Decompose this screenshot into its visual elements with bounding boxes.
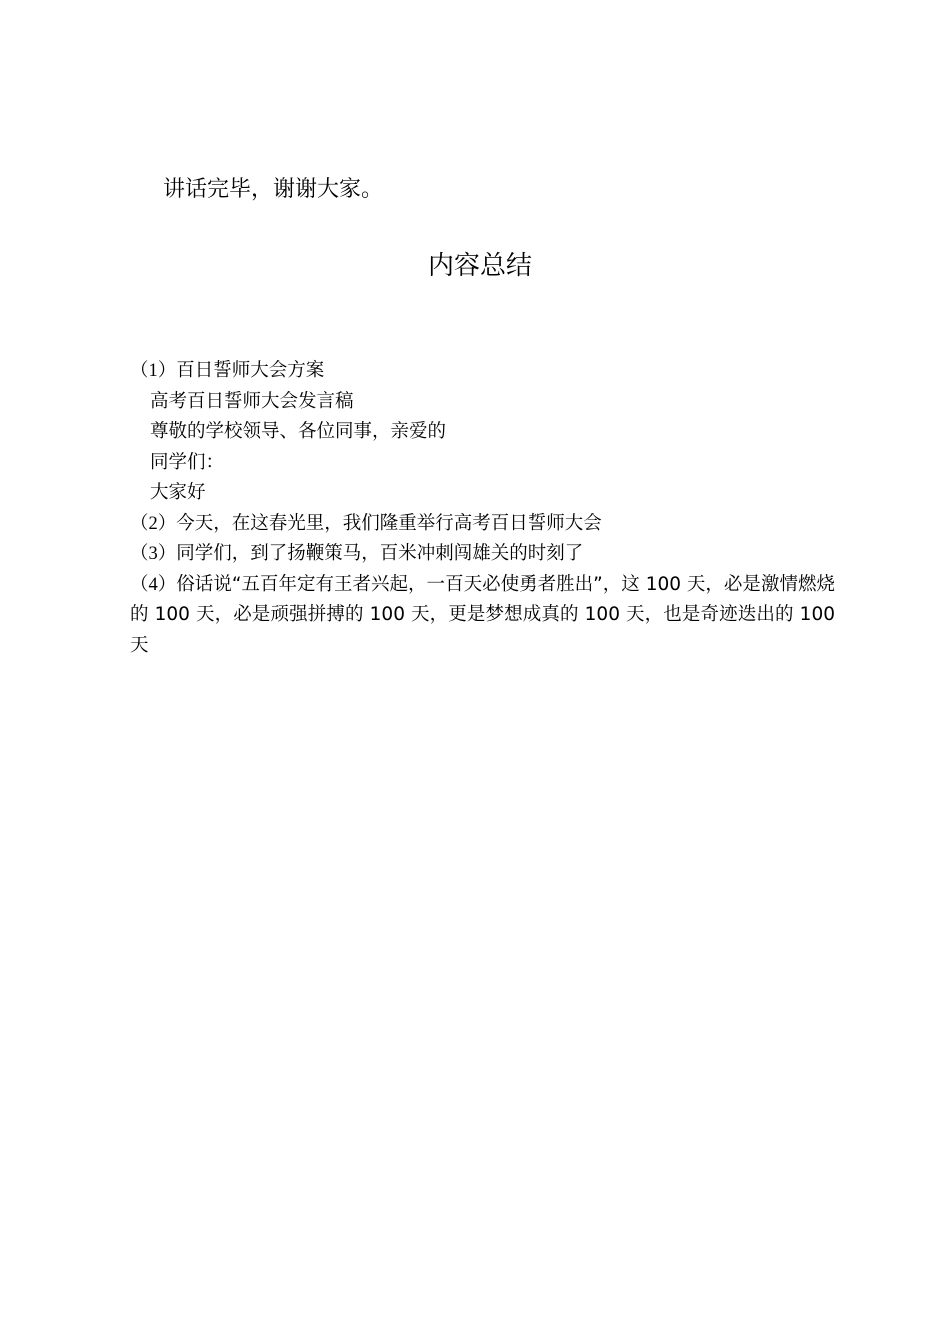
- item-marker: （1）: [130, 361, 177, 381]
- item-text: 俗话说“五百年定有王者兴起，一百天必使勇者胜出”，这 100 天，必是激情燃烧的 100 天，必是顽强拼搏的 100 天，更是梦想成真的 100 天，也是奇迹迭出的 100 天: [130, 573, 835, 656]
- summary-item-2: [130, 509, 835, 540]
- item-text: 今天，在这春光里，我们隆重举行高考百日誓师大会: [176, 512, 602, 534]
- closing-remark: 讲话完毕，谢谢大家。: [163, 177, 384, 202]
- summary-item-4: [130, 570, 835, 662]
- summary-subline: 大家好: [150, 482, 206, 503]
- item-marker: （2）: [130, 513, 177, 534]
- item-text: 百日誓师大会方案: [176, 360, 325, 381]
- summary-item-3: [130, 539, 835, 570]
- summary-subline: 同学们：: [150, 451, 225, 473]
- summary-subline: 尊敬的学校领导、各位同事，亲爱的: [150, 421, 447, 442]
- summary-heading: 内容总结: [427, 251, 532, 281]
- item-marker: （4）: [130, 574, 177, 595]
- item-text: 同学们，到了扬鞭策马，百米冲刺闯雄关的时刻了: [176, 543, 584, 564]
- summary-item-1: [130, 356, 835, 387]
- summary-subline: 高考百日誓师大会发言稿: [150, 390, 354, 412]
- item-marker: （3）: [130, 544, 177, 564]
- summary-list: [130, 356, 835, 661]
